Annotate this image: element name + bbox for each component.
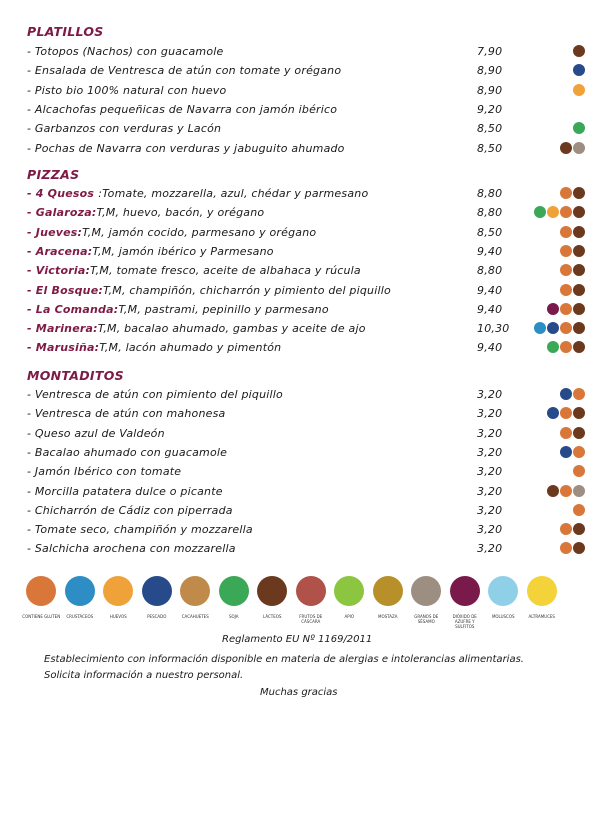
mostaza-icon xyxy=(373,576,403,606)
item-name-bold: - Victoria: xyxy=(27,264,91,278)
item-price: 9,40 xyxy=(477,283,503,297)
thanks-text: Muchas gracias xyxy=(260,687,338,698)
lacteos-icon xyxy=(573,542,585,554)
lacteos-icon xyxy=(257,576,287,606)
legend-label: LÁCTEOS xyxy=(263,614,282,619)
pescado-icon xyxy=(560,446,572,458)
allergen-icons xyxy=(560,388,585,400)
gluten-icon xyxy=(560,303,572,315)
granos-icon xyxy=(573,485,585,497)
menu-item xyxy=(27,245,587,261)
item-price: 8,50 xyxy=(477,225,503,239)
apio-icon xyxy=(334,576,364,606)
pescado-icon xyxy=(573,64,585,76)
allergen-icons xyxy=(534,322,585,334)
gluten-icon xyxy=(573,465,585,477)
legend-item xyxy=(446,576,485,629)
legend-item xyxy=(369,576,408,629)
item-price: 3,20 xyxy=(477,523,503,537)
item-price: 9,40 xyxy=(477,244,503,258)
item-name: - Alcachofas pequeñicas de Navarra con jamón ibérico xyxy=(27,102,338,116)
lacteos-icon xyxy=(573,206,585,218)
legend-label: DIÓXIDO DE AZUFRE Y SULFITOS xyxy=(452,614,477,629)
lacteos-icon xyxy=(573,45,585,57)
item-description: T,M, tomate fresco, aceite de albahaca y rúcula xyxy=(90,264,361,278)
gluten-icon xyxy=(560,284,572,296)
granos-icon xyxy=(411,576,441,606)
item-price: 3,20 xyxy=(477,484,503,498)
item-name xyxy=(27,226,316,239)
legend-item xyxy=(176,576,215,629)
gluten-icon xyxy=(26,576,56,606)
gluten-icon xyxy=(560,427,572,439)
legend-label: APIO xyxy=(344,614,354,619)
item-name-bold: - Jueves: xyxy=(27,225,83,239)
allergen-icons xyxy=(547,303,585,315)
gluten-icon xyxy=(560,245,572,257)
regulation-text: Reglamento EU Nº 1169/2011 xyxy=(222,634,373,645)
allergen-icons xyxy=(534,206,585,218)
legend-item xyxy=(523,576,562,629)
huevos-icon xyxy=(573,84,585,96)
lacteos-icon xyxy=(573,187,585,199)
item-description: T,M, champiñón, chicharrón y pimiento del piquillo xyxy=(102,283,391,297)
allergen-icons xyxy=(560,245,585,257)
allergen-icons xyxy=(560,446,585,458)
legend-label: MOSTAZA xyxy=(378,614,398,619)
allergen-icons xyxy=(547,485,585,497)
section-title-platillos: PLATILLOS xyxy=(27,24,104,39)
allergen-icons xyxy=(560,264,585,276)
altramuces-icon xyxy=(527,576,557,606)
lacteos-icon xyxy=(573,284,585,296)
lacteos-icon xyxy=(547,485,559,497)
legend-item xyxy=(292,576,331,629)
item-price: 9,40 xyxy=(477,341,503,355)
legend-item xyxy=(484,576,523,629)
soja-icon xyxy=(534,206,546,218)
allergen-icons xyxy=(547,407,585,419)
legend-label: CACAHUETES xyxy=(181,614,209,619)
item-price: 9,40 xyxy=(477,302,503,316)
item-name: - Salchicha arochena con mozzarella xyxy=(27,542,236,556)
pescado-icon xyxy=(547,322,559,334)
item-price: 3,20 xyxy=(477,407,503,421)
cacahuetes-icon xyxy=(180,576,210,606)
menu-item xyxy=(27,407,587,423)
allergy-info-text: Establecimiento con información disponible en materia de alergias e intolerancias alimentarias. xyxy=(44,654,524,665)
item-name: - Morcilla patatera dulce o picante xyxy=(27,484,223,498)
menu-item xyxy=(27,206,587,222)
menu-item xyxy=(27,388,587,404)
pescado-icon xyxy=(547,407,559,419)
gluten-icon xyxy=(560,523,572,535)
allergen-icons xyxy=(560,226,585,238)
gluten-icon xyxy=(573,446,585,458)
lacteos-icon xyxy=(573,407,585,419)
allergen-icons xyxy=(560,427,585,439)
item-name: - Totopos (Nachos) con guacamole xyxy=(27,45,224,58)
lacteos-icon xyxy=(573,341,585,353)
crustaceos-icon xyxy=(534,322,546,334)
gluten-icon xyxy=(560,206,572,218)
item-description: T,M, huevo, bacón, y orégano xyxy=(96,206,265,220)
item-price: 3,20 xyxy=(477,542,503,556)
item-description: T,M, lacón ahumado y pimentón xyxy=(99,341,282,355)
soja-icon xyxy=(547,341,559,353)
item-price: 9,20 xyxy=(477,102,503,116)
item-name xyxy=(27,264,361,277)
menu-item xyxy=(27,84,587,100)
allergen-icons xyxy=(560,542,585,554)
item-name: - Ensalada de Ventresca de atún con tomate y orégano xyxy=(27,64,342,78)
item-price: 3,20 xyxy=(477,445,503,459)
item-name: - Tomate seco, champiñón y mozzarella xyxy=(27,523,253,537)
legend-item xyxy=(215,576,254,629)
item-price: 3,20 xyxy=(477,503,503,517)
item-name-bold: - La Comanda: xyxy=(27,302,119,316)
gluten-icon xyxy=(560,226,572,238)
item-description: :Tomate, mozzarella, azul, chédar y parmesano xyxy=(98,187,369,200)
allergen-icons xyxy=(573,64,585,76)
legend-label: HUEVOS xyxy=(109,614,127,619)
item-price: 7,90 xyxy=(477,45,503,58)
item-name: - Ventresca de atún con mahonesa xyxy=(27,407,226,421)
lacteos-icon xyxy=(573,226,585,238)
legend-label: MOLUSCOS xyxy=(491,614,515,619)
gluten-icon xyxy=(573,388,585,400)
allergen-icons xyxy=(547,341,585,353)
item-price: 10,30 xyxy=(477,322,510,336)
lacteos-icon xyxy=(573,427,585,439)
moluscos-icon xyxy=(488,576,518,606)
item-name-bold: - Marinera: xyxy=(27,322,98,336)
item-name: - Chicharrón de Cádiz con piperrada xyxy=(27,503,233,517)
legend-label: SOJA xyxy=(228,614,239,619)
allergen-icons xyxy=(560,523,585,535)
menu-item xyxy=(27,341,587,357)
item-name xyxy=(27,245,274,258)
gluten-icon xyxy=(560,264,572,276)
menu-item xyxy=(27,427,587,443)
lacteos-icon xyxy=(573,322,585,334)
menu-item xyxy=(27,485,587,501)
gluten-icon xyxy=(560,187,572,199)
legend-item xyxy=(22,576,61,629)
legend-item xyxy=(61,576,100,629)
item-name: - Garbanzos con verduras y Lacón xyxy=(27,122,222,136)
item-name-bold: - El Bosque: xyxy=(27,283,103,297)
item-name xyxy=(27,187,368,200)
lacteos-icon xyxy=(573,245,585,257)
menu-item xyxy=(27,103,587,119)
item-description: T,M, jamón cocido, parmesano y orégano xyxy=(82,225,317,239)
menu-item xyxy=(27,142,587,158)
soja-icon xyxy=(219,576,249,606)
allergen-icons xyxy=(560,187,585,199)
allergen-icons xyxy=(573,122,585,134)
legend-item xyxy=(99,576,138,629)
menu-item xyxy=(27,446,587,462)
item-name xyxy=(27,206,264,219)
legend-item xyxy=(330,576,369,629)
item-name: - Bacalao ahumado con guacamole xyxy=(27,445,228,459)
allergen-icons xyxy=(573,84,585,96)
legend-label: CRUSTÁCEOS xyxy=(66,614,94,619)
gluten-icon xyxy=(560,542,572,554)
allergen-icons xyxy=(573,465,585,477)
item-name: - Jamón Ibérico con tomate xyxy=(27,465,182,479)
gluten-icon xyxy=(560,407,572,419)
item-name-bold: - Marusiña: xyxy=(27,341,100,355)
menu-item xyxy=(27,303,587,319)
menu-item xyxy=(27,542,587,558)
allergen-legend xyxy=(22,576,582,629)
item-name xyxy=(27,341,281,354)
legend-label: ALTRAMUCES xyxy=(528,614,555,619)
item-name-bold: - Aracena: xyxy=(27,244,93,258)
item-price: 3,20 xyxy=(477,465,503,479)
lacteos-icon xyxy=(573,523,585,535)
menu-item xyxy=(27,187,587,203)
menu-item xyxy=(27,226,587,242)
menu-item xyxy=(27,122,587,138)
legend-label: FRUTOS DE CÁSCARA xyxy=(299,614,323,624)
huevos-icon xyxy=(547,206,559,218)
menu-item xyxy=(27,504,587,520)
item-description: T,M, bacalao ahumado, gambas y aceite de ajo xyxy=(97,322,366,336)
menu-item xyxy=(27,64,587,80)
menu-item xyxy=(27,465,587,481)
legend-label: GRANOS DE SÉSAMO xyxy=(414,614,439,624)
section-title-montaditos: MONTADITOS xyxy=(27,368,124,383)
item-name-bold: - 4 Quesos xyxy=(27,187,99,200)
item-name: - Ventresca de atún con pimiento del piquillo xyxy=(27,388,283,401)
legend-label: PESCADO xyxy=(147,614,167,619)
menu-item xyxy=(27,264,587,280)
allergen-icons xyxy=(560,284,585,296)
item-name xyxy=(27,284,391,297)
lacteos-icon xyxy=(573,264,585,276)
item-price: 8,80 xyxy=(477,264,503,278)
legend-item xyxy=(138,576,177,629)
legend-item xyxy=(253,576,292,629)
menu-item xyxy=(27,322,587,338)
item-price: 8,90 xyxy=(477,83,503,97)
item-name: - Pisto bio 100% natural con huevo xyxy=(27,83,227,97)
menu-item xyxy=(27,45,587,61)
item-description: T,M, pastrami, pepinillo y parmesano xyxy=(118,302,329,316)
huevos-icon xyxy=(103,576,133,606)
item-price: 8,90 xyxy=(477,64,503,78)
lacteos-icon xyxy=(573,303,585,315)
allergen-icons xyxy=(573,45,585,57)
allergen-icons xyxy=(573,504,585,516)
granos-icon xyxy=(573,142,585,154)
legend-item xyxy=(407,576,446,629)
item-name xyxy=(27,322,366,335)
crustaceos-icon xyxy=(65,576,95,606)
gluten-icon xyxy=(560,485,572,497)
gluten-icon xyxy=(560,341,572,353)
pescado-icon xyxy=(560,388,572,400)
item-name: - Pochas de Navarra con verduras y jabuguito ahumado xyxy=(27,141,345,155)
item-price: 8,80 xyxy=(477,187,503,200)
sulfitos-icon xyxy=(547,303,559,315)
item-name: - Queso azul de Valdeón xyxy=(27,426,165,440)
gluten-icon xyxy=(573,504,585,516)
legend-label: CONTIENE GLUTEN xyxy=(22,614,61,619)
menu-item xyxy=(27,523,587,539)
section-title-pizzas: PIZZAS xyxy=(27,167,80,182)
menu-item xyxy=(27,284,587,300)
item-price: 8,50 xyxy=(477,122,503,136)
soja-icon xyxy=(573,122,585,134)
item-price: 8,80 xyxy=(477,206,503,220)
lacteos-icon xyxy=(560,142,572,154)
item-description: T,M, jamón ibérico y Parmesano xyxy=(92,244,274,258)
item-price: 3,20 xyxy=(477,426,503,440)
item-name xyxy=(27,303,329,316)
item-price: 3,20 xyxy=(477,388,503,401)
gluten-icon xyxy=(560,322,572,334)
item-price: 8,50 xyxy=(477,141,503,155)
item-name-bold: - Galaroza: xyxy=(27,206,97,220)
allergen-icons xyxy=(560,142,585,154)
ask-staff-text: Solicita información a nuestro personal. xyxy=(44,670,244,681)
pescado-icon xyxy=(142,576,172,606)
sulfitos-icon xyxy=(450,576,480,606)
frutos-icon xyxy=(296,576,326,606)
